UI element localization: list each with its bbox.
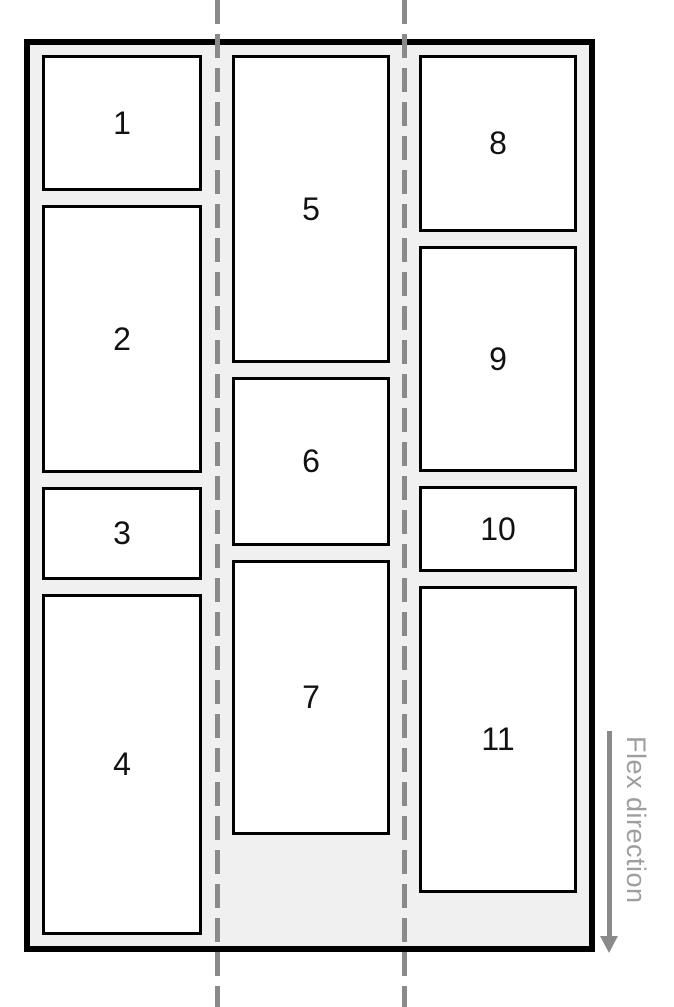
flex-direction-arrow [607, 731, 612, 937]
arrow-down-icon [600, 936, 618, 953]
flex-direction-label: Flex direction [621, 736, 651, 904]
flex-item-1: 1 [42, 55, 202, 191]
flex-item-3: 3 [42, 487, 202, 580]
flex-item-4: 4 [42, 594, 202, 935]
flex-item-8: 8 [419, 55, 577, 232]
flex-item-2: 2 [42, 205, 202, 473]
flex-item-10: 10 [419, 486, 577, 572]
flex-container [24, 39, 595, 952]
flex-item-5: 5 [232, 55, 390, 363]
column-divider-line-1 [215, 0, 220, 1007]
flex-column-3 [419, 55, 577, 893]
column-divider-line-2 [402, 0, 407, 1007]
flex-item-7: 7 [232, 560, 390, 835]
flex-item-9: 9 [419, 246, 577, 472]
flex-item-11: 11 [419, 586, 577, 893]
flex-item-6: 6 [232, 377, 390, 546]
flex-column-1 [42, 55, 202, 935]
flex-column-2 [232, 55, 390, 835]
